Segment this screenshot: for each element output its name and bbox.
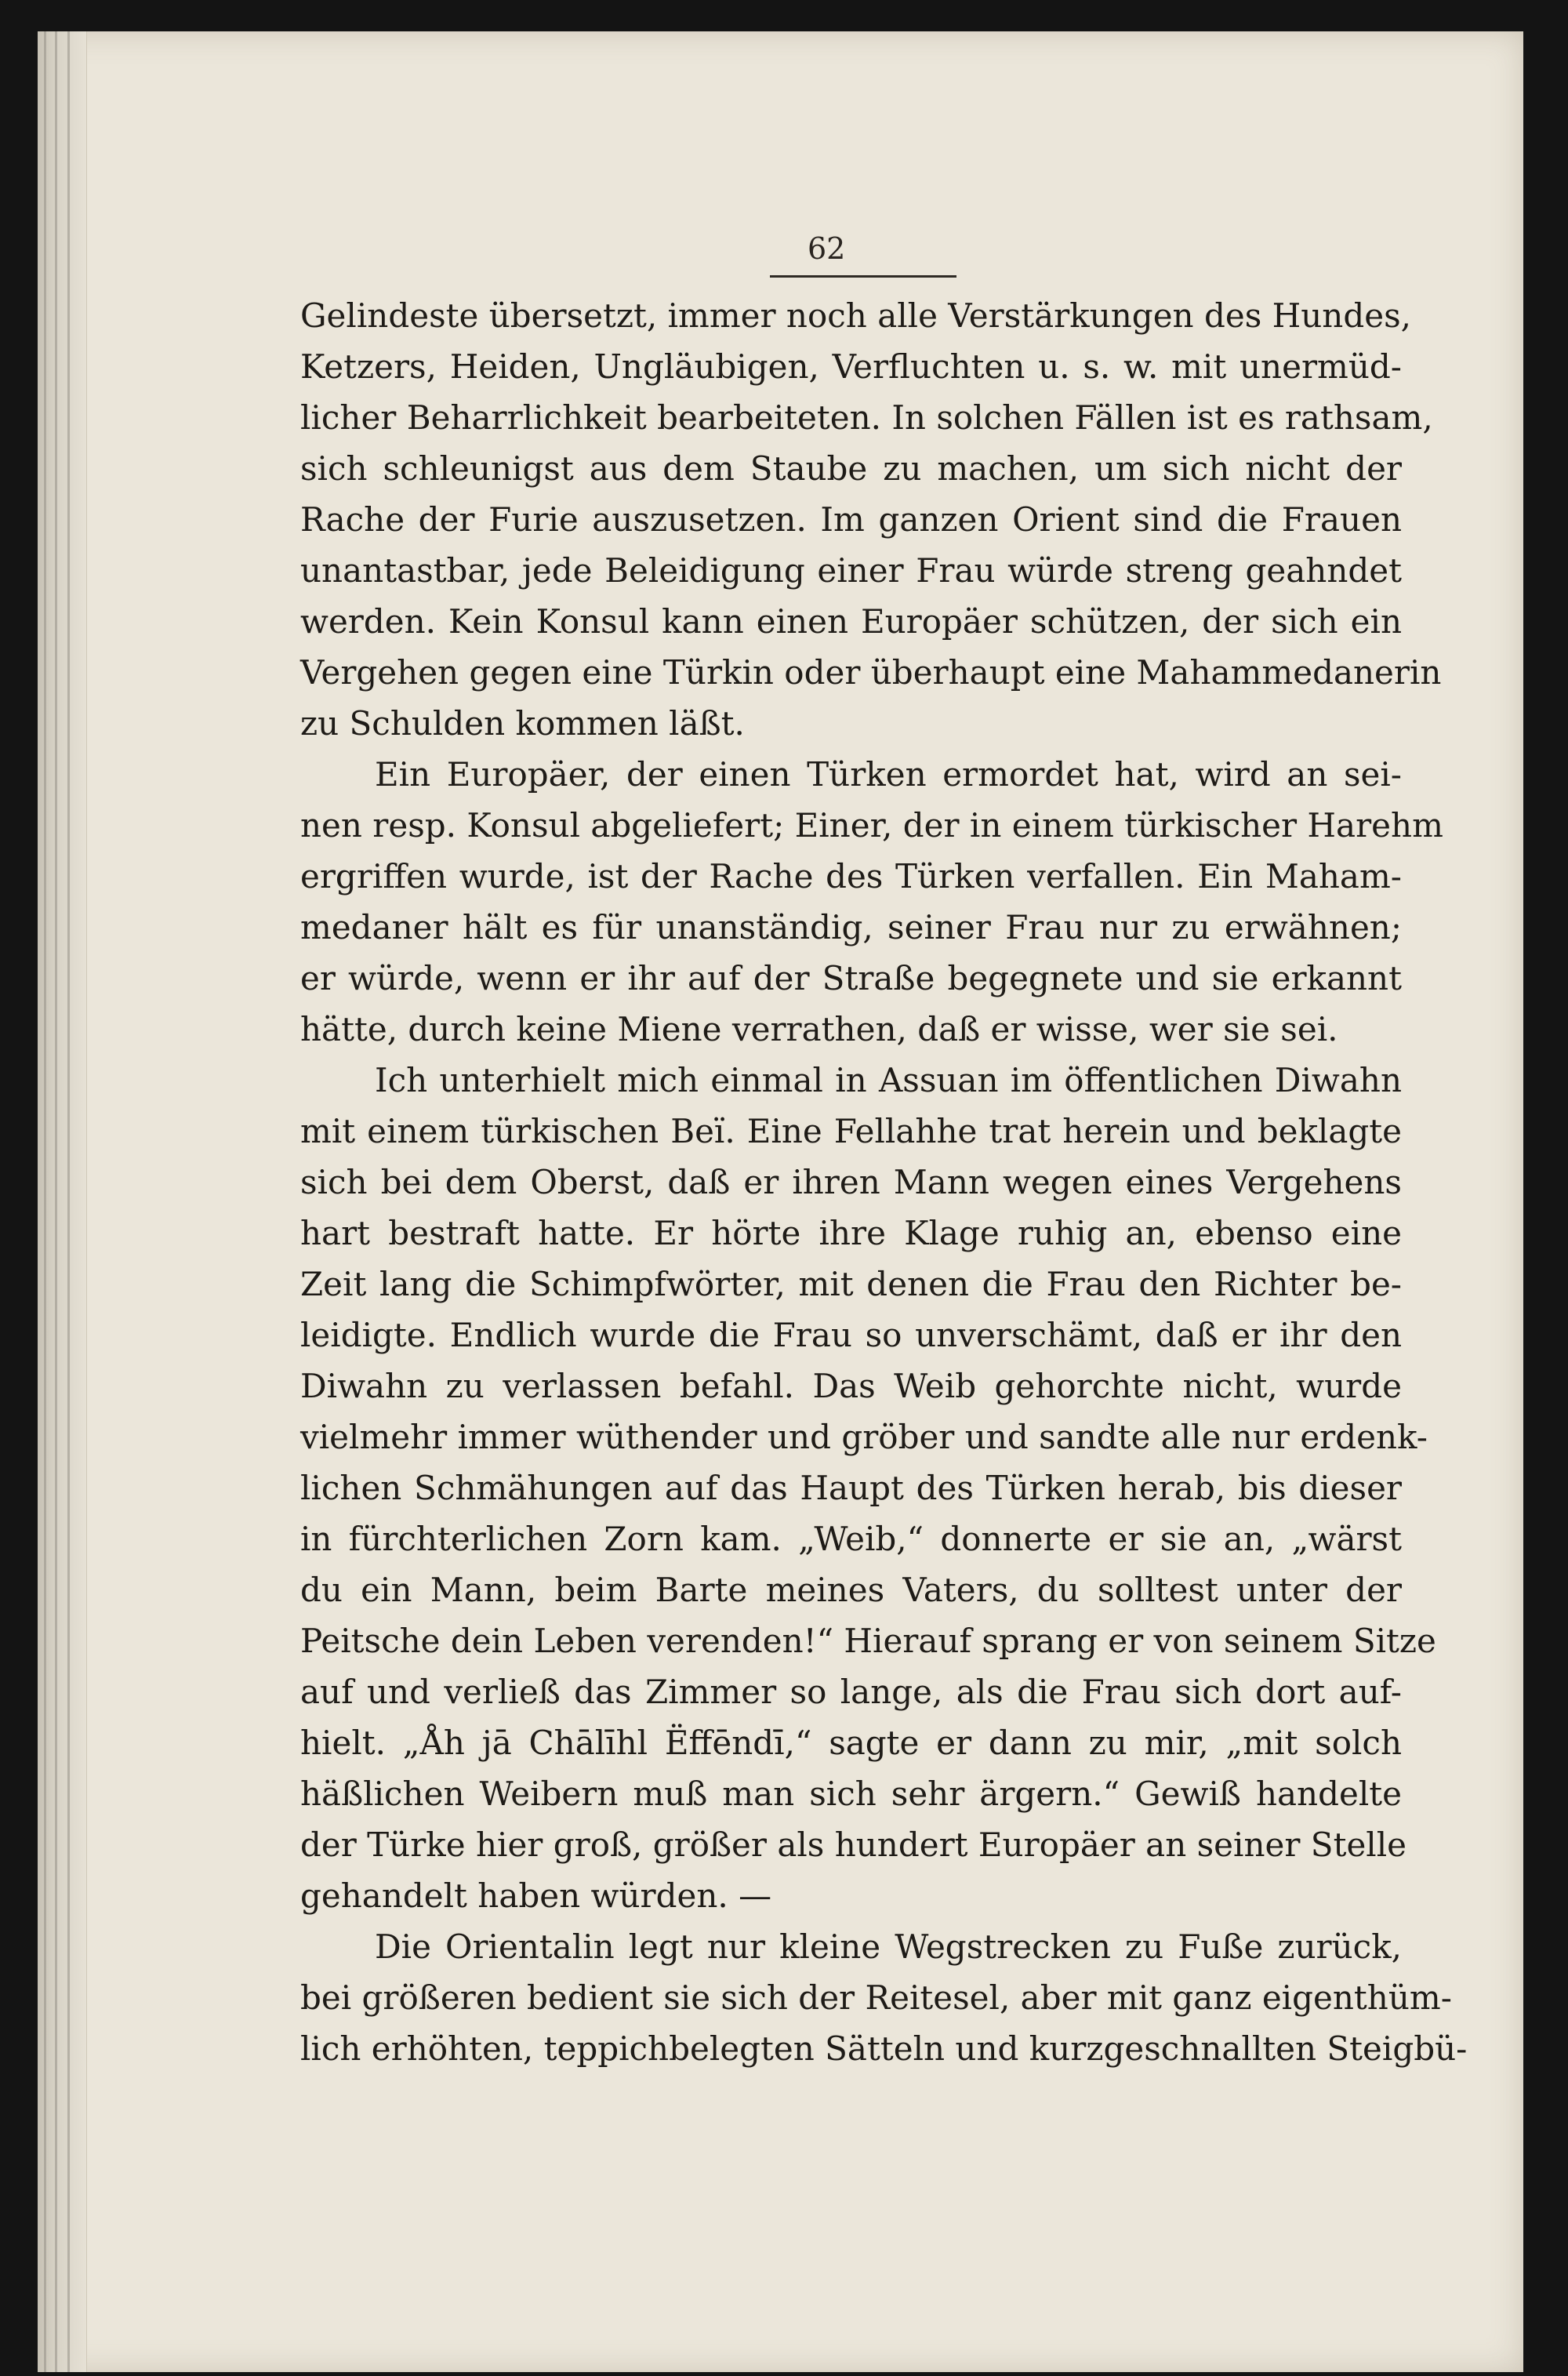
text-line: licher Beharrlichkeit bearbeiteten. In solchen Fällen ist es rathsam, [300, 398, 1433, 437]
text-line: Ich unterhielt mich einmal in Assuan im öffentlichen Diwahn [375, 1061, 1402, 1099]
text-line: in fürchterlichen Zorn kam. „Weib,“ donnerte er sie an, „wärst [300, 1520, 1402, 1558]
text-line: Die Orientalin legt nur kleine Wegstrecken zu Fuße zurück, [375, 1927, 1402, 1966]
text-line: auf und verließ das Zimmer so lange, als die Frau sich dort auf- [300, 1673, 1402, 1711]
text-line: sich bei dem Oberst, daß er ihren Mann wegen eines Vergehens [300, 1163, 1402, 1201]
gutter-line [55, 31, 57, 2372]
text-line: unantastbar, jede Beleidigung einer Frau würde streng geahndet [300, 551, 1402, 590]
text-line: lich erhöhten, teppichbelegten Sätteln und kurzgeschnallten Steigbü- [300, 2029, 1468, 2068]
text-line: zu Schulden kommen läßt. [300, 704, 745, 743]
gutter-line [67, 31, 70, 2372]
text-line: vielmehr immer wüthender und gröber und sandte alle nur erdenk- [300, 1418, 1428, 1456]
text-line: häßlichen Weibern muß man sich sehr ärgern.“ Gewiß handelte [300, 1775, 1402, 1813]
text-line: Zeit lang die Schimpfwörter, mit denen die Frau den Richter be- [300, 1265, 1402, 1303]
text-line: hätte, durch keine Miene verrathen, daß er wisse, wer sie sei. [300, 1010, 1338, 1048]
text-line: Diwahn zu verlassen befahl. Das Weib gehorchte nicht, wurde [300, 1367, 1402, 1405]
text-line: Vergehen gegen eine Türkin oder überhaupt eine Mahammedanerin [300, 653, 1442, 692]
text-line: ergriffen wurde, ist der Rache des Türken verfallen. Ein Maham- [300, 857, 1402, 896]
text-line: Rache der Furie auszusetzen. Im ganzen Orient sind die Frauen [300, 500, 1402, 539]
text-line: Ein Europäer, der einen Türken ermordet hat, wird an sei- [375, 755, 1402, 794]
text-line: hart bestraft hatte. Er hörte ihre Klage ruhig an, ebenso eine [300, 1214, 1402, 1252]
text-line: Gelindeste übersetzt, immer noch alle Verstärkungen des Hundes, [300, 296, 1411, 335]
gutter-line [44, 31, 46, 2372]
book-page [38, 31, 1523, 2372]
text-line: der Türke hier groß, größer als hundert Europäer an seiner Stelle [300, 1826, 1407, 1864]
text-line: hielt. „Åh jā Chālīhl Ëffēndī,“ sagte er dann zu mir, „mit solch [300, 1724, 1402, 1762]
text-line: Ketzers, Heiden, Ungläubigen, Verfluchten u. s. w. mit unermüd- [300, 347, 1402, 386]
text-line: mit einem türkischen Beï. Eine Fellahhe trat herein und beklagte [300, 1112, 1402, 1150]
page-number: 62 [808, 231, 846, 266]
text-line: du ein Mann, beim Barte meines Vaters, du solltest unter der [300, 1571, 1402, 1609]
text-line: leidigte. Endlich wurde die Frau so unverschämt, daß er ihr den [300, 1316, 1402, 1354]
text-line: sich schleunigst aus dem Staube zu machen, um sich nicht der [300, 449, 1402, 488]
text-line: lichen Schmähungen auf das Haupt des Türken herab, bis dieser [300, 1469, 1402, 1507]
page-number-rule [770, 275, 956, 278]
text-line: Peitsche dein Leben verenden!“ Hierauf sprang er von seinem Sitze [300, 1622, 1436, 1660]
page-gutter [38, 31, 87, 2372]
text-line: bei größeren bedient sie sich der Reitesel, aber mit ganz eigenthüm- [300, 1978, 1452, 2017]
text-line: er würde, wenn er ihr auf der Straße begegnete und sie erkannt [300, 959, 1402, 997]
text-line: nen resp. Konsul abgeliefert; Einer, der in einem türkischer Harehm [300, 806, 1443, 845]
body-text [300, 290, 1468, 2074]
text-line: medaner hält es für unanständig, seiner Frau nur zu erwähnen; [300, 908, 1402, 946]
text-line: gehandelt haben würden. — [300, 1876, 772, 1915]
text-line: werden. Kein Konsul kann einen Europäer schützen, der sich ein [300, 602, 1402, 641]
